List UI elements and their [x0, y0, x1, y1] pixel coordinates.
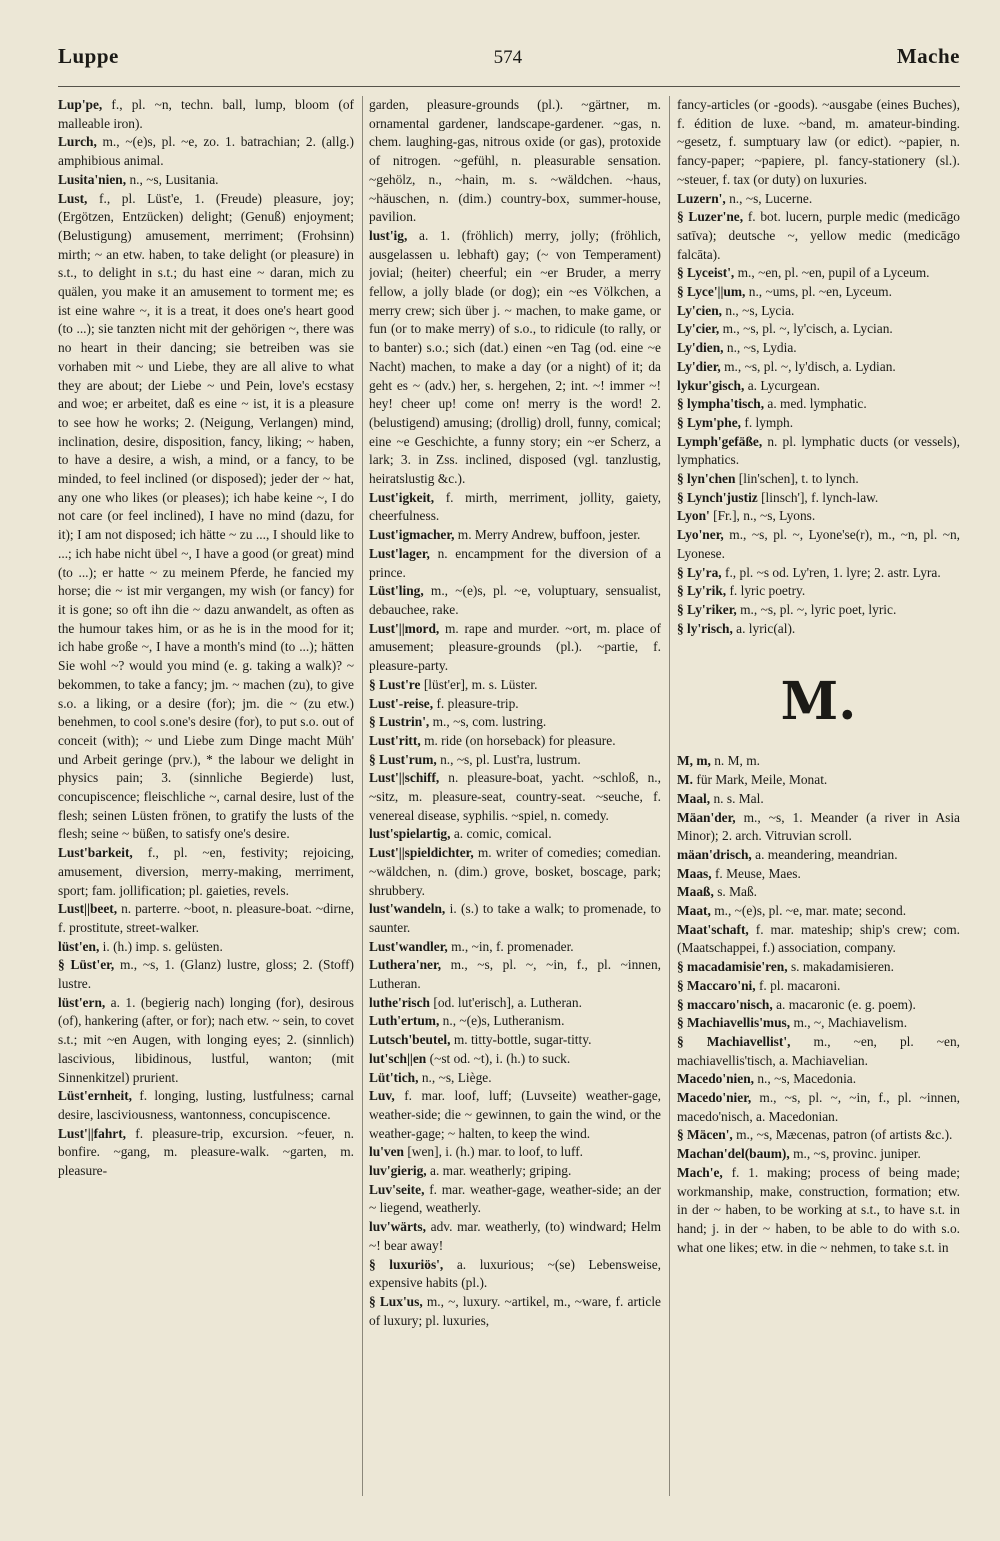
entry-headword: § lyn'chen: [677, 471, 736, 487]
entry-definition: n., ~s, Lycia.: [725, 302, 795, 318]
dictionary-entry: [677, 620, 960, 639]
entry-headword: Macedo'nier,: [677, 1090, 752, 1106]
entry-headword: Lüt'tich,: [369, 1069, 419, 1085]
entry-headword: § lympha'tisch,: [677, 396, 765, 412]
dictionary-entry: [369, 1050, 661, 1069]
dictionary-entry: [677, 96, 960, 190]
dictionary-entry: [369, 620, 661, 676]
entry-definition: m., ~s, Mæcenas, patron (of artists &c.).: [736, 1127, 953, 1143]
entry-definition: m., ~(e)s, pl. ~e, voluptuary, sensualist, debauchee, rake.: [369, 583, 661, 617]
entry-definition: n., ~s, pl. Lust'ra, lustrum.: [440, 751, 581, 767]
entry-headword: Lust'wandler,: [369, 938, 448, 954]
entry-definition: f. lymph.: [744, 414, 794, 430]
dictionary-entry: [677, 1014, 960, 1033]
entry-headword: Maal,: [677, 790, 711, 806]
entry-headword: luthe'risch: [369, 994, 431, 1010]
entry-headword: M, m,: [677, 753, 711, 769]
entry-headword: § Lüst'er,: [58, 957, 115, 973]
entry-definition: f. mar. weather-gage, weather-side; an der ~ liegend, weatherly.: [369, 1181, 661, 1216]
entry-headword: § Machiavellis'mus,: [677, 1015, 791, 1031]
entry-headword: Luthera'ner,: [369, 957, 442, 973]
dictionary-entry: [677, 283, 960, 302]
entry-definition: für Mark, Meile, Monat.: [696, 772, 828, 788]
dictionary-entry: [369, 1218, 661, 1255]
entry-definition: m., ~en, pl. ~en, machiavellis'tisch, a. Machiavelian.: [677, 1033, 960, 1068]
dictionary-entry: [677, 771, 960, 790]
dictionary-entry: [677, 264, 960, 283]
entry-headword: Lup'pe,: [58, 97, 103, 112]
dictionary-entry: [369, 938, 661, 957]
entry-headword: Lust'||spieldichter,: [369, 845, 474, 861]
entry-definition: a. lyric(al).: [736, 620, 796, 636]
entry-headword: M.: [677, 772, 693, 788]
entry-definition: n. pl. lymphatic ducts (or vessels), lymphatics.: [677, 433, 960, 468]
entry-definition: m., ~, luxury. ~artikel, m., ~ware, f. article of luxury; pl. luxuries,: [369, 1294, 661, 1328]
entry-headword: Lusita'nien,: [58, 171, 127, 187]
entry-headword: Lutsch'beutel,: [369, 1032, 451, 1048]
entry-headword: lust'ig,: [369, 227, 408, 243]
entry-headword: lüst'en,: [58, 938, 100, 954]
dictionary-entry: [369, 1162, 661, 1181]
page-header: [58, 44, 960, 84]
entry-definition: [lin'schen], t. to lynch.: [738, 471, 859, 487]
entry-definition: [Fr.], n., ~s, Lyons.: [713, 508, 816, 524]
dictionary-entry: [677, 489, 960, 508]
dictionary-entry: [677, 339, 960, 358]
dictionary-entry: [369, 526, 661, 545]
entry-definition: (~st od. ~t), i. (h.) to suck.: [429, 1050, 571, 1066]
entry-definition: n., ~ums, pl. ~en, Lyceum.: [748, 284, 892, 300]
dictionary-entry: [369, 732, 661, 751]
entry-definition: n., ~s, Macedonia.: [757, 1071, 857, 1087]
dictionary-entry: [369, 994, 661, 1013]
entry-definition: m., ~s, com. lustring.: [432, 714, 547, 730]
entry-headword: § Machiavellist',: [677, 1033, 791, 1049]
entry-definition: f. lyric poetry.: [729, 583, 806, 599]
entry-definition: a. meandering, meandrian.: [755, 846, 898, 862]
entry-definition: m., ~s, pl. ~, ly'cisch, a. Lycian.: [722, 321, 893, 337]
entry-headword: Lüst'ling,: [369, 583, 424, 599]
entry-definition: f., pl. ~s od. Ly'ren, 1. lyre; 2. astr. Lyra.: [725, 564, 941, 580]
header-rule: [58, 86, 960, 87]
entry-definition: n., ~s, Lydia.: [726, 340, 797, 356]
dictionary-entry: [677, 921, 960, 958]
entry-headword: Lust'lager,: [369, 545, 430, 561]
entry-definition: f., pl. Lüst'e, 1. (Freude) pleasure, joy; (Ergötzen, Entzücken) delight; (Genuß) enjoyment; (Belustigung) amusement, merriment; (Frohsinn) mirth; ~ an etw. haben, to take delight (or pleasure) in s.t., to delight in s.t.; du hast eine ~ daran, mich zu quälen, you make it an amusement to torment me; es ist eine wahre ~, it is a treat, it does one's heart good (to ...); sie tanzten nicht mit der gehörigen ~, there was no heart in their dancing; sie betreiben was sie vorhaben mit ~ und Liebe, they are all alive to what they are about; der Liebe ~ und Pein, love's ecstasy and woe; er arbeitet, daß es eine ~ ist, it is a pleasure to see how he works; 2. (Neigung, Verlangen) mind, inclination, desire, disposition, fancy, liking; ~ haben, to have a desire, a wish, a mind, or a fancy, to be minded, to feel inclined (or disposed); jeder der ~ hat, any one who likes (or pleases); ich habe keine ~, I do not care (or feel inclined), I have no mind (dazu, for it); I am not disposed; ich hätte ~ zu ..., I should like to ...; ich habe nicht übel ~, I have a good (or great) mind (to ...); er hatte ~ zu meinem Pferde, he fancied my horse; die ~ ist mir vergangen, my wish (or fancy) for it is gone; so oft ihn die ~ dazu anwandelt, as often as the humour takes him, or as he is in the mood for it; ich habe große ~, I have a month's mind (to ...); hätten Sie wohl ~? would you mind (e. g. taking a walk)? ~ bekommen, to take a fancy; jm. ~ machen (zu), to give s.o. a liking, or a desire (for); jm. die ~ (zu etw.) benehmen, to cool s.one's desire (for), to put s.o. out of conceit (with); ~ und Liebe zum Dinge macht Müh' und Arbeit geringe (prv.), * the labour we delight in physics pain; 3. (sinnliche Begierde) lust, concupiscence; fleischliche ~, carnal desire, lust of the flesh; seinen Lüsten frönen, to gratify the lusts of the flesh; seine ~ büßen, to satisfy one's desire.: [58, 190, 354, 842]
dictionary-entry: [677, 1126, 960, 1145]
entry-headword: Luzern',: [677, 190, 726, 206]
entry-definition: f. bot. lucern, purple medic (medicāgo satīva); deutsche ~, yellow medic (medicāgo falcāta).: [677, 209, 960, 262]
dictionary-entry: [677, 958, 960, 977]
dictionary-entry: [369, 1181, 661, 1218]
entry-headword: § maccaro'nisch,: [677, 996, 773, 1012]
entry-definition: i. (s.) to take a walk; to promenade, to saunter.: [369, 901, 661, 935]
entry-headword: Lust'||mord,: [369, 620, 440, 636]
dictionary-entry: [369, 900, 661, 937]
entry-definition: f. mar. mateship; ship's crew; com. (Maatschappei, f.) association, company.: [677, 921, 960, 956]
dictionary-entry: [677, 208, 960, 264]
dictionary-entry: [369, 676, 661, 695]
entry-headword: § Mäcen',: [677, 1127, 733, 1143]
dictionary-entry: [677, 1070, 960, 1089]
dictionary-entry: [58, 956, 354, 993]
dictionary-entry: [369, 1069, 661, 1088]
entry-headword: Lyo'ner,: [677, 527, 724, 543]
entry-definition: a. med. lymphatic.: [767, 396, 867, 412]
entry-definition: adv. mar. weatherly, (to) windward; Helm ~! bear away!: [369, 1219, 661, 1253]
entry-definition: n. s. Mal.: [713, 790, 764, 806]
dictionary-entry: [677, 414, 960, 433]
entry-headword: lüst'ern,: [58, 994, 106, 1010]
entry-headword: Ly'dien,: [677, 340, 724, 356]
entry-headword: Maaß,: [677, 884, 714, 900]
left-running-headword: Luppe: [58, 44, 119, 68]
entry-definition: m. ride (on horseback) for pleasure.: [424, 732, 616, 748]
entry-headword: § Lym'phe,: [677, 414, 741, 430]
entry-headword: lust'spielartig,: [369, 826, 451, 842]
entry-headword: Luth'ertum,: [369, 1013, 440, 1029]
entry-definition: m., ~(e)s, pl. ~e, zo. 1. batrachian; 2. (allg.) amphibious animal.: [58, 134, 354, 169]
entry-headword: Lust||beet,: [58, 901, 118, 917]
dictionary-entry: [369, 489, 661, 526]
entry-definition: m., ~s, pl. ~, lyric poet, lyric.: [740, 601, 897, 617]
dictionary-entry: [58, 133, 354, 170]
entry-headword: Luv'seite,: [369, 1181, 425, 1197]
entry-definition: fancy-articles (or -goods). ~ausgabe (eines Buches), f. édition de luxe. ~band, m. amateur-binding. ~gesetz, f. sumptuary law (or edict). ~papier, n. fancy-paper; ~papiere, pl. fancy-stationery (sl.). ~steuer, f. tax (or duty) on luxuries.: [677, 97, 960, 187]
column-2: [369, 96, 661, 1496]
entry-headword: § Luzer'ne,: [677, 209, 744, 225]
dictionary-entry: [369, 1031, 661, 1050]
entry-headword: lust'wandeln,: [369, 901, 446, 917]
entry-definition: [od. lut'erisch], a. Lutheran.: [433, 994, 582, 1010]
dictionary-entry: [58, 190, 354, 845]
dictionary-entry: [369, 713, 661, 732]
dictionary-entry: [677, 809, 960, 846]
entry-headword: § Lust're: [369, 676, 421, 692]
dictionary-entry: [369, 1012, 661, 1031]
dictionary-entry: [677, 846, 960, 865]
dictionary-entry: [677, 752, 960, 771]
entry-definition: garden, pleasure-grounds (pl.). ~gärtner, m. ornamental gardener, landscape-gardener. ~gas, n. chem. laughing-gas, nitrous oxide (or gas), protoxide of nitrogen. ~gefühl, n. pleasurable sensation. ~gehölz, n., ~hain, m. s. ~wäldchen. ~haus, ~häuschen, n. (dim.) country-box, summer-house, pavilion.: [369, 97, 661, 225]
entry-headword: Lust'-reise,: [369, 695, 434, 711]
dictionary-entry: [677, 1033, 960, 1070]
entry-headword: lu'ven: [369, 1144, 404, 1160]
entry-headword: lut'sch||en: [369, 1050, 427, 1066]
dictionary-entry: [369, 1293, 661, 1330]
dictionary-entry: [369, 751, 661, 770]
entry-definition: m., ~en, pl. ~en, pupil of a Lyceum.: [737, 265, 930, 281]
entry-headword: § Maccaro'ni,: [677, 977, 756, 993]
entry-headword: § luxuriös',: [369, 1256, 444, 1272]
entry-definition: f. pl. macaroni.: [758, 977, 841, 993]
entry-definition: m., ~(e)s, pl. ~e, mar. mate; second.: [714, 903, 907, 919]
column-3: [677, 96, 960, 1496]
entry-headword: Lust'barkeit,: [58, 845, 133, 861]
dictionary-entry: [58, 900, 354, 937]
entry-definition: a. comic, comical.: [453, 826, 552, 842]
entry-definition: n., ~s, Liège.: [421, 1069, 492, 1085]
dictionary-entry: [369, 1256, 661, 1293]
entry-definition: i. (h.) imp. s. gelüsten.: [102, 938, 223, 954]
entry-definition: f. 1. making; process of being made; workmanship, make, construction, formation; etw. in der ~ haben, to be working at s.t., to have s.t. in hand; j. in der ~ haben, to be able to do with s.o. what one likes; etw. in die ~ nehmen, to take s.t. in: [677, 1164, 960, 1255]
dictionary-entry: [58, 938, 354, 957]
entry-headword: Lust,: [58, 190, 88, 206]
entry-definition: a. mar. weatherly; griping.: [430, 1163, 572, 1179]
dictionary-entry: [369, 1143, 661, 1162]
entry-definition: a. luxurious; ~(se) Lebensweise, expensive habits (pl.).: [369, 1256, 661, 1291]
dictionary-entry: [58, 994, 354, 1088]
dictionary-entry: [369, 1087, 661, 1143]
entry-headword: § Ly'ra,: [677, 564, 722, 580]
dictionary-entry: [369, 956, 661, 993]
dictionary-entry: [58, 844, 354, 900]
entry-definition: f., pl. ~en, festivity; rejoicing, amusement, diversion, merry-making, merriment, sport; fam. jollification; pl. gaieties, revels.: [58, 845, 354, 898]
dictionary-entry: [369, 582, 661, 619]
entry-headword: Mach'e,: [677, 1164, 723, 1180]
entry-definition: a. macaronic (e. g. poem).: [776, 996, 916, 1012]
entry-headword: § ly'risch,: [677, 620, 733, 636]
dictionary-entry: [677, 526, 960, 563]
entry-definition: f. mar. loof, luff; (Luvseite) weather-gage, weather-side; die ~ gewinnen, to gain the wind, or the weather-gage; ~ halten, to keep the wind.: [369, 1088, 661, 1141]
entry-headword: § Lust'rum,: [369, 751, 437, 767]
entry-definition: m. rape and murder. ~ort, m. place of amusement; pleasure-grounds (pl.). ~partie, f. pleasure-party.: [369, 620, 661, 674]
entry-definition: m., ~s, pl. ~, ly'disch, a. Lydian.: [724, 358, 896, 374]
dictionary-entry: [58, 1125, 354, 1181]
entry-definition: s. Maß.: [717, 884, 757, 900]
entry-definition: n., ~(e)s, Lutheranism.: [442, 1013, 565, 1029]
entry-definition: m., ~s, 1. (Glanz) lustre, gloss; 2. (Stoff) lustre.: [58, 957, 354, 992]
entry-headword: Lust'igkeit,: [369, 489, 435, 505]
entry-definition: n. pleasure-boat, yacht. ~schloß, n., ~sitz, m. pleasure-seat, country-seat. ~seuche, f. venereal disease, syphilis. ~spiel, n. comedy.: [369, 770, 661, 823]
entry-headword: § Lyce'||um,: [677, 284, 746, 300]
dictionary-entry: [677, 1164, 960, 1258]
dictionary-entry: [677, 601, 960, 620]
entry-definition: f. pleasure-trip.: [436, 695, 519, 711]
entry-definition: [linsch'], f. lynch-law.: [761, 489, 879, 505]
entry-definition: f. Meuse, Maes.: [714, 865, 801, 881]
entry-definition: a. Lycurgean.: [747, 377, 820, 393]
dictionary-entry: [58, 171, 354, 190]
dictionary-entry: [369, 769, 661, 825]
entry-headword: Lüst'ernheit,: [58, 1088, 133, 1104]
entry-definition: f. pleasure-trip, excursion. ~feuer, n. bonfire. ~gang, m. pleasure-walk. ~garten, m. pleasure-: [58, 1125, 354, 1179]
dictionary-entry: [677, 883, 960, 902]
dictionary-entry: [677, 1145, 960, 1164]
page-number: 574: [493, 47, 523, 68]
dictionary-entry: [677, 190, 960, 209]
entry-definition: n. encampment for the diversion of a prince.: [369, 545, 661, 580]
entry-headword: lykur'gisch,: [677, 377, 745, 393]
dictionary-entry: [369, 545, 661, 582]
entry-headword: Ly'cien,: [677, 302, 723, 318]
dictionary-entry: [677, 996, 960, 1015]
entry-headword: Maat'schaft,: [677, 921, 749, 937]
entry-definition: m., ~s, pl. ~, ~in, f., pl. ~innen, Lutheran.: [369, 957, 661, 992]
entry-headword: luv'gierig,: [369, 1163, 427, 1179]
dictionary-entry: [677, 470, 960, 489]
dictionary-entry: [677, 320, 960, 339]
entry-definition: a. 1. (begierig nach) longing (for), desirous (of), hankering (after, or for); nach etw. ~ sein, to covet s.t.; mit ~en Augen, with longing eyes; 2. (sinnlich) lascivious, libidinous, lustful, wanton; (mit Sinnenkitzel) prurient.: [58, 994, 354, 1085]
dictionary-entry: [677, 395, 960, 414]
entry-definition: m. Merry Andrew, buffoon, jester.: [457, 527, 641, 543]
entry-definition: s. makadamisieren.: [790, 959, 894, 975]
dictionary-entry: [369, 227, 661, 489]
dictionary-entry: [677, 377, 960, 396]
entry-headword: § Lux'us,: [369, 1294, 423, 1309]
entry-headword: Luv,: [369, 1088, 395, 1104]
dictionary-entry: [677, 433, 960, 470]
entry-definition: m., ~s, 1. Meander (a river in Asia Minor); 2. arch. Vitruvian scroll.: [677, 809, 960, 844]
entry-definition: m., ~in, f. promenader.: [451, 938, 574, 954]
entry-headword: § Ly'rik,: [677, 583, 727, 599]
entry-definition: m., ~s, pl. ~, ~in, f., pl. ~innen, macedo'nisch, a. Macedonian.: [677, 1090, 960, 1124]
dictionary-entry: [58, 96, 354, 133]
entry-definition: [lüst'er], m. s. Lüster.: [423, 676, 538, 692]
entry-headword: Lust'||schiff,: [369, 770, 440, 786]
column-1: [58, 96, 354, 1496]
dictionary-entry: [677, 865, 960, 884]
dictionary-entry: [677, 790, 960, 809]
entry-headword: mäan'drisch,: [677, 846, 752, 862]
entry-headword: Machan'del(baum),: [677, 1146, 790, 1162]
dictionary-entry: [677, 582, 960, 601]
dictionary-entry: [369, 96, 661, 227]
entry-definition: m. writer of comedies; comedian. ~wäldchen, n. (dim.) grove, bosket, boscage, park; shrubbery.: [369, 845, 661, 898]
right-running-headword: Mache: [896, 44, 960, 68]
entry-definition: n. parterre. ~boot, n. pleasure-boat. ~dirne, f. prostitute, street-walker.: [58, 901, 354, 935]
entry-definition: m., ~s, pl. ~, Lyone'se(r), m., ~n, pl. ~n, Lyonese.: [677, 527, 960, 561]
entry-definition: [wen], i. (h.) mar. to loof, to luff.: [407, 1144, 583, 1160]
dictionary-entry: [677, 1089, 960, 1126]
dictionary-entry: [677, 902, 960, 921]
entry-definition: f. longing, lusting, lustfulness; carnal desire, lasciviousness, wantonness, concupiscence.: [58, 1088, 354, 1122]
dictionary-entry: [677, 358, 960, 377]
dictionary-entry: [677, 977, 960, 996]
entry-definition: f. mirth, merriment, jollity, gaiety, cheerfulness.: [369, 489, 661, 524]
entry-headword: Macedo'nien,: [677, 1071, 754, 1087]
entry-headword: § macadamisie'ren,: [677, 959, 788, 975]
dictionary-entry: [369, 825, 661, 844]
dictionary-entry: [677, 564, 960, 583]
entry-headword: Lust'||fahrt,: [58, 1125, 127, 1141]
entry-definition: m., ~s, provinc. juniper.: [793, 1146, 921, 1162]
column-divider: [362, 96, 363, 1496]
entry-headword: § Lynch'justiz: [677, 489, 758, 505]
entry-headword: Mäan'der,: [677, 809, 736, 825]
entry-headword: § Ly'riker,: [677, 601, 737, 617]
entry-definition: m., ~, Machiavelism.: [793, 1015, 908, 1031]
dictionary-entry: [369, 844, 661, 900]
entry-definition: n., ~s, Lusitania.: [129, 171, 219, 187]
entry-headword: Lymph'gefäße,: [677, 433, 763, 449]
entry-headword: Ly'cier,: [677, 321, 720, 337]
entry-headword: Maas,: [677, 865, 712, 881]
entry-definition: f., pl. ~n, techn. ball, lump, bloom (of malleable iron).: [58, 97, 354, 131]
dictionary-entry: [677, 507, 960, 526]
entry-definition: n. M, m.: [714, 753, 760, 769]
entry-headword: Ly'dier,: [677, 358, 721, 374]
entry-headword: Lurch,: [58, 134, 97, 150]
dictionary-entry: [58, 1087, 354, 1124]
entry-headword: § Lyceist',: [677, 265, 735, 281]
entry-headword: § Lustrin',: [369, 714, 430, 730]
entry-headword: Lyon': [677, 508, 710, 524]
entry-headword: Maat,: [677, 903, 711, 919]
column-divider: [669, 96, 670, 1496]
dictionary-entry: [677, 302, 960, 321]
entry-headword: Lust'ritt,: [369, 732, 421, 748]
entry-definition: a. 1. (fröhlich) merry, jolly; (fröhlich, ausgelassen u. lebhaft) gay; (~ von Temperament) jovial; (heiter) cheerful; ein ~er Bruder, a merry fellow, a jolly blade (or dog); ein ~es Völkchen, a merry crew; sich über j. ~ machen, to make game, or fun (or to make merry) of s.o., to ridicule (to rally, or to banter) s.o.; sich (dat.) einen ~en Tag (od. eine ~e Nacht) machen, to make a day (or a night) of it; da geht es ~ (adv.) her, s. hergehen, 2; int. ~! immer ~! hey! cheer up! come on! merry is the word! 2. (belustigend) amusing; (drollig) droll, funny, comical; eine ~e Geschichte, a funny story; ein ~er Scherz, a lark; 3. in Zss. inclined, disposed (vgl. tanzlustig, heiratslustig &c.).: [369, 227, 661, 487]
entry-headword: luv'wärts,: [369, 1219, 426, 1235]
section-letter-heading: M.: [780, 671, 857, 733]
entry-definition: m. titty-bottle, sugar-titty.: [453, 1032, 592, 1048]
dictionary-entry: [369, 695, 661, 714]
entry-definition: n., ~s, Lucerne.: [729, 190, 813, 206]
entry-headword: Lust'igmacher,: [369, 527, 455, 543]
